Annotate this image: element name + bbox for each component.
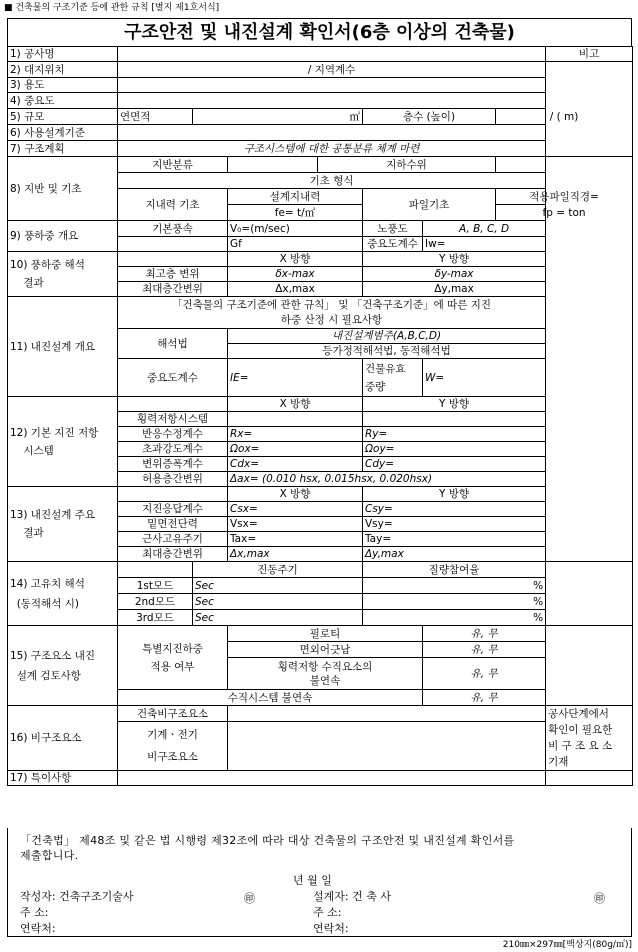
- base-shear-y: Vsy=: [363, 517, 546, 532]
- analysis-method-label: 해석법: [118, 329, 228, 359]
- nonstructural-note: 공사단계에서 확인이 필요한 비 구 조 요 소 기재: [546, 706, 633, 771]
- piloti-value: 유, 무: [423, 626, 546, 642]
- mode-2-label: 2nd모드: [118, 594, 193, 610]
- basic-wind-speed-value: V₀=(m/sec): [228, 221, 363, 237]
- vertical-discontinuity-label: 횡력저항 수직요소의 불연속: [228, 658, 423, 690]
- lateral-system-label: 횡력저항시스템: [118, 412, 228, 427]
- mass-participation-header: 질량참여율: [363, 562, 546, 578]
- section-special-notes: 17) 특이사항: [8, 771, 118, 786]
- stories-value: / ( m): [496, 109, 633, 125]
- max-drift-y: Δy,max: [363, 282, 546, 297]
- max-drift-label: 최대층간변위: [118, 282, 228, 297]
- basic-wind-speed-label: 기본풍속: [118, 221, 228, 237]
- bearing-foundation-label: 지내력 기초: [118, 189, 228, 221]
- section-seismic-system: 12) 기본 지진 저항 시스템: [8, 397, 118, 487]
- wind-importance-value: Iw=: [423, 237, 546, 252]
- remarks-header: 비고: [546, 47, 633, 62]
- gust-factor-label: Gf: [228, 237, 363, 252]
- response-factor-y: Ry=: [363, 427, 546, 442]
- wind-importance-label: 중요도계수: [363, 237, 423, 252]
- mode-1-mass: %: [363, 578, 546, 594]
- row-scale: 5) 규모: [8, 109, 118, 125]
- seismic-importance-value: IE=: [228, 359, 363, 397]
- allowable-drift-label: 허용층간변위: [118, 472, 228, 487]
- designer-contact: 연락처:: [313, 922, 349, 935]
- top-displacement-x: δx-max: [228, 267, 363, 282]
- out-of-plane-label: 면외어긋남: [228, 642, 423, 658]
- arch-nonstructural-label: 건축비구조요소: [118, 706, 228, 722]
- top-displacement-y: δy-max: [363, 267, 546, 282]
- seismic-importance-label: 중요도계수: [118, 359, 228, 397]
- overstrength-x: Ωox=: [228, 442, 363, 457]
- mode-1-period: Sec: [193, 578, 363, 594]
- system-x-direction: X 방향: [228, 397, 363, 412]
- mode-2-mass: %: [363, 594, 546, 610]
- section-wind-analysis: 10) 풍하중 해석 결과: [8, 252, 118, 297]
- section-wind-load: 9) 풍하중 개요: [8, 221, 118, 252]
- exposure-value: A, B, C, D: [423, 221, 546, 237]
- max-story-drift-x: Δx,max: [228, 547, 363, 562]
- seismic-note: 「건축물의 구조기준에 관한 규칙」 및 「건축구조기준」에 따른 지진 하중 산정 시 필요사항: [118, 297, 546, 329]
- row-use: 3) 용도: [8, 78, 118, 93]
- out-of-plane-value: 유, 무: [423, 642, 546, 658]
- groundwater-label: 지하수위: [318, 157, 496, 173]
- response-factor-x: Rx=: [228, 427, 363, 442]
- special-seismic-label: 특별지진하중 적용 여부: [118, 626, 228, 690]
- section-eigen-analysis: 14) 고유치 해석 (동적해석 시): [8, 562, 118, 626]
- response-coef-y: Csy=: [363, 502, 546, 517]
- writer-label: 작성자: 건축구조기술사: [20, 890, 134, 903]
- system-y-direction: Y 방향: [363, 397, 546, 412]
- section-element-review: 15) 구조요소 내진 설계 검토사항: [8, 626, 118, 706]
- row-structural-plan: 7) 구조계획: [8, 141, 118, 157]
- form-header: ■ 건축물의 구조기준 등에 관한 규칙 [별지 제1호서식]: [4, 3, 220, 13]
- analysis-method-options: 등가정적해석법, 동적해석법: [228, 344, 546, 359]
- floor-area-unit: ㎡: [193, 109, 363, 125]
- writer-address: 주 소:: [20, 906, 49, 919]
- mode-3-label: 3rd모드: [118, 610, 193, 626]
- design-bearing-label: 설계지내력: [228, 189, 363, 205]
- foundation-type-label: 기초 형식: [118, 173, 546, 189]
- stories-label: 층수 (높이): [363, 109, 496, 125]
- floor-area-label: 연면적: [118, 109, 193, 125]
- piloti-label: 필로티: [228, 626, 423, 642]
- result-x-direction: X 방향: [228, 487, 363, 502]
- response-coef-x: Csx=: [228, 502, 363, 517]
- submission-statement: 「건축법」 제48조 및 같은 법 시행령 제32조에 따라 대상 건축물의 구조안전 및 내진설계 확인서를 제출합니다.: [20, 834, 515, 862]
- submission-footer: [7, 828, 632, 937]
- vertical-system-label: 수직시스템 불연속: [118, 690, 423, 706]
- approx-period-label: 근사고유주기: [118, 532, 228, 547]
- base-shear-label: 밑면전단력: [118, 517, 228, 532]
- approx-period-x: Tax=: [228, 532, 363, 547]
- mode-2-period: Sec: [193, 594, 363, 610]
- overstrength-y: Ωoy=: [363, 442, 546, 457]
- deflection-factor-x: Cdx=: [228, 457, 363, 472]
- row-importance: 4) 중요도: [8, 93, 118, 109]
- max-story-drift-label: 최대층간변위: [118, 547, 228, 562]
- base-shear-x: Vsx=: [228, 517, 363, 532]
- writer-seal: ㊞: [244, 892, 255, 905]
- section-seismic-overview: 11) 내진설계 개요: [8, 297, 118, 397]
- top-displacement-label: 최고층 변위: [118, 267, 228, 282]
- vertical-system-value: 유, 무: [423, 690, 546, 706]
- result-y-direction: Y 방향: [363, 487, 546, 502]
- overstrength-label: 초과강도계수: [118, 442, 228, 457]
- row-design-code: 6) 사용설계기준: [8, 125, 118, 141]
- wind-x-direction: X 방향: [228, 252, 363, 267]
- deflection-factor-y: Cdy=: [363, 457, 546, 472]
- mode-3-mass: %: [363, 610, 546, 626]
- vertical-discontinuity-value: 유, 무: [423, 658, 546, 690]
- mode-1-label: 1st모드: [118, 578, 193, 594]
- writer-contact: 연락처:: [20, 922, 56, 935]
- section-ground-foundation: 8) 지반 및 기초: [8, 157, 118, 221]
- max-story-drift-y: Δy,max: [363, 547, 546, 562]
- pile-foundation-label: 파일기초: [363, 189, 496, 221]
- response-coef-label: 지진응답계수: [118, 502, 228, 517]
- row-site-location: 2) 대지위치: [8, 62, 118, 78]
- row-project-name: 1) 공사명: [8, 47, 118, 62]
- exposure-label: 노풍도: [363, 221, 423, 237]
- pile-capacity-value: fp = ton: [496, 205, 633, 221]
- approx-period-y: Tay=: [363, 532, 546, 547]
- allowable-drift-value: Δax= (0.010 hsx, 0.015hsx, 0.020hsx): [228, 472, 546, 487]
- period-header: 진동주기: [193, 562, 363, 578]
- section-seismic-results: 13) 내진설계 주요 결과: [8, 487, 118, 562]
- mode-3-period: Sec: [193, 610, 363, 626]
- structural-plan-value: 구조시스템에 대한 공통분류 체계 마련: [118, 141, 546, 157]
- designer-label: 설계자: 건 축 사: [313, 890, 391, 903]
- mep-nonstructural-label: 기계ㆍ전기 비구조요소: [118, 722, 228, 771]
- paper-spec: 210㎜×297㎜[백상지(80g/㎡)]: [502, 940, 632, 950]
- designer-seal: ㊞: [594, 892, 605, 905]
- wind-y-direction: Y 방향: [363, 252, 546, 267]
- seismic-design-category: 내진설계범주(A,B,C,D): [228, 329, 546, 344]
- section-nonstructural: 16) 비구조요소: [8, 706, 118, 771]
- response-factor-label: 반응수정계수: [118, 427, 228, 442]
- site-location-value: / 지역계수: [118, 62, 546, 78]
- effective-weight-value: W=: [423, 359, 546, 397]
- designer-address: 주 소:: [313, 906, 342, 919]
- ground-class-label: 지반분류: [118, 157, 228, 173]
- max-drift-x: Δx,max: [228, 282, 363, 297]
- design-bearing-value: fe= t/㎡: [228, 205, 363, 221]
- form-title: 구조안전 및 내진설계 확인서(6층 이상의 건축물): [7, 18, 632, 47]
- submission-date: 년 월 일: [293, 874, 332, 887]
- effective-weight-label: 건물유효 중량: [363, 359, 423, 397]
- pile-diameter-label: 적용파일직경=: [496, 189, 633, 205]
- deflection-factor-label: 변위증폭계수: [118, 457, 228, 472]
- confirmation-table: [7, 46, 633, 786]
